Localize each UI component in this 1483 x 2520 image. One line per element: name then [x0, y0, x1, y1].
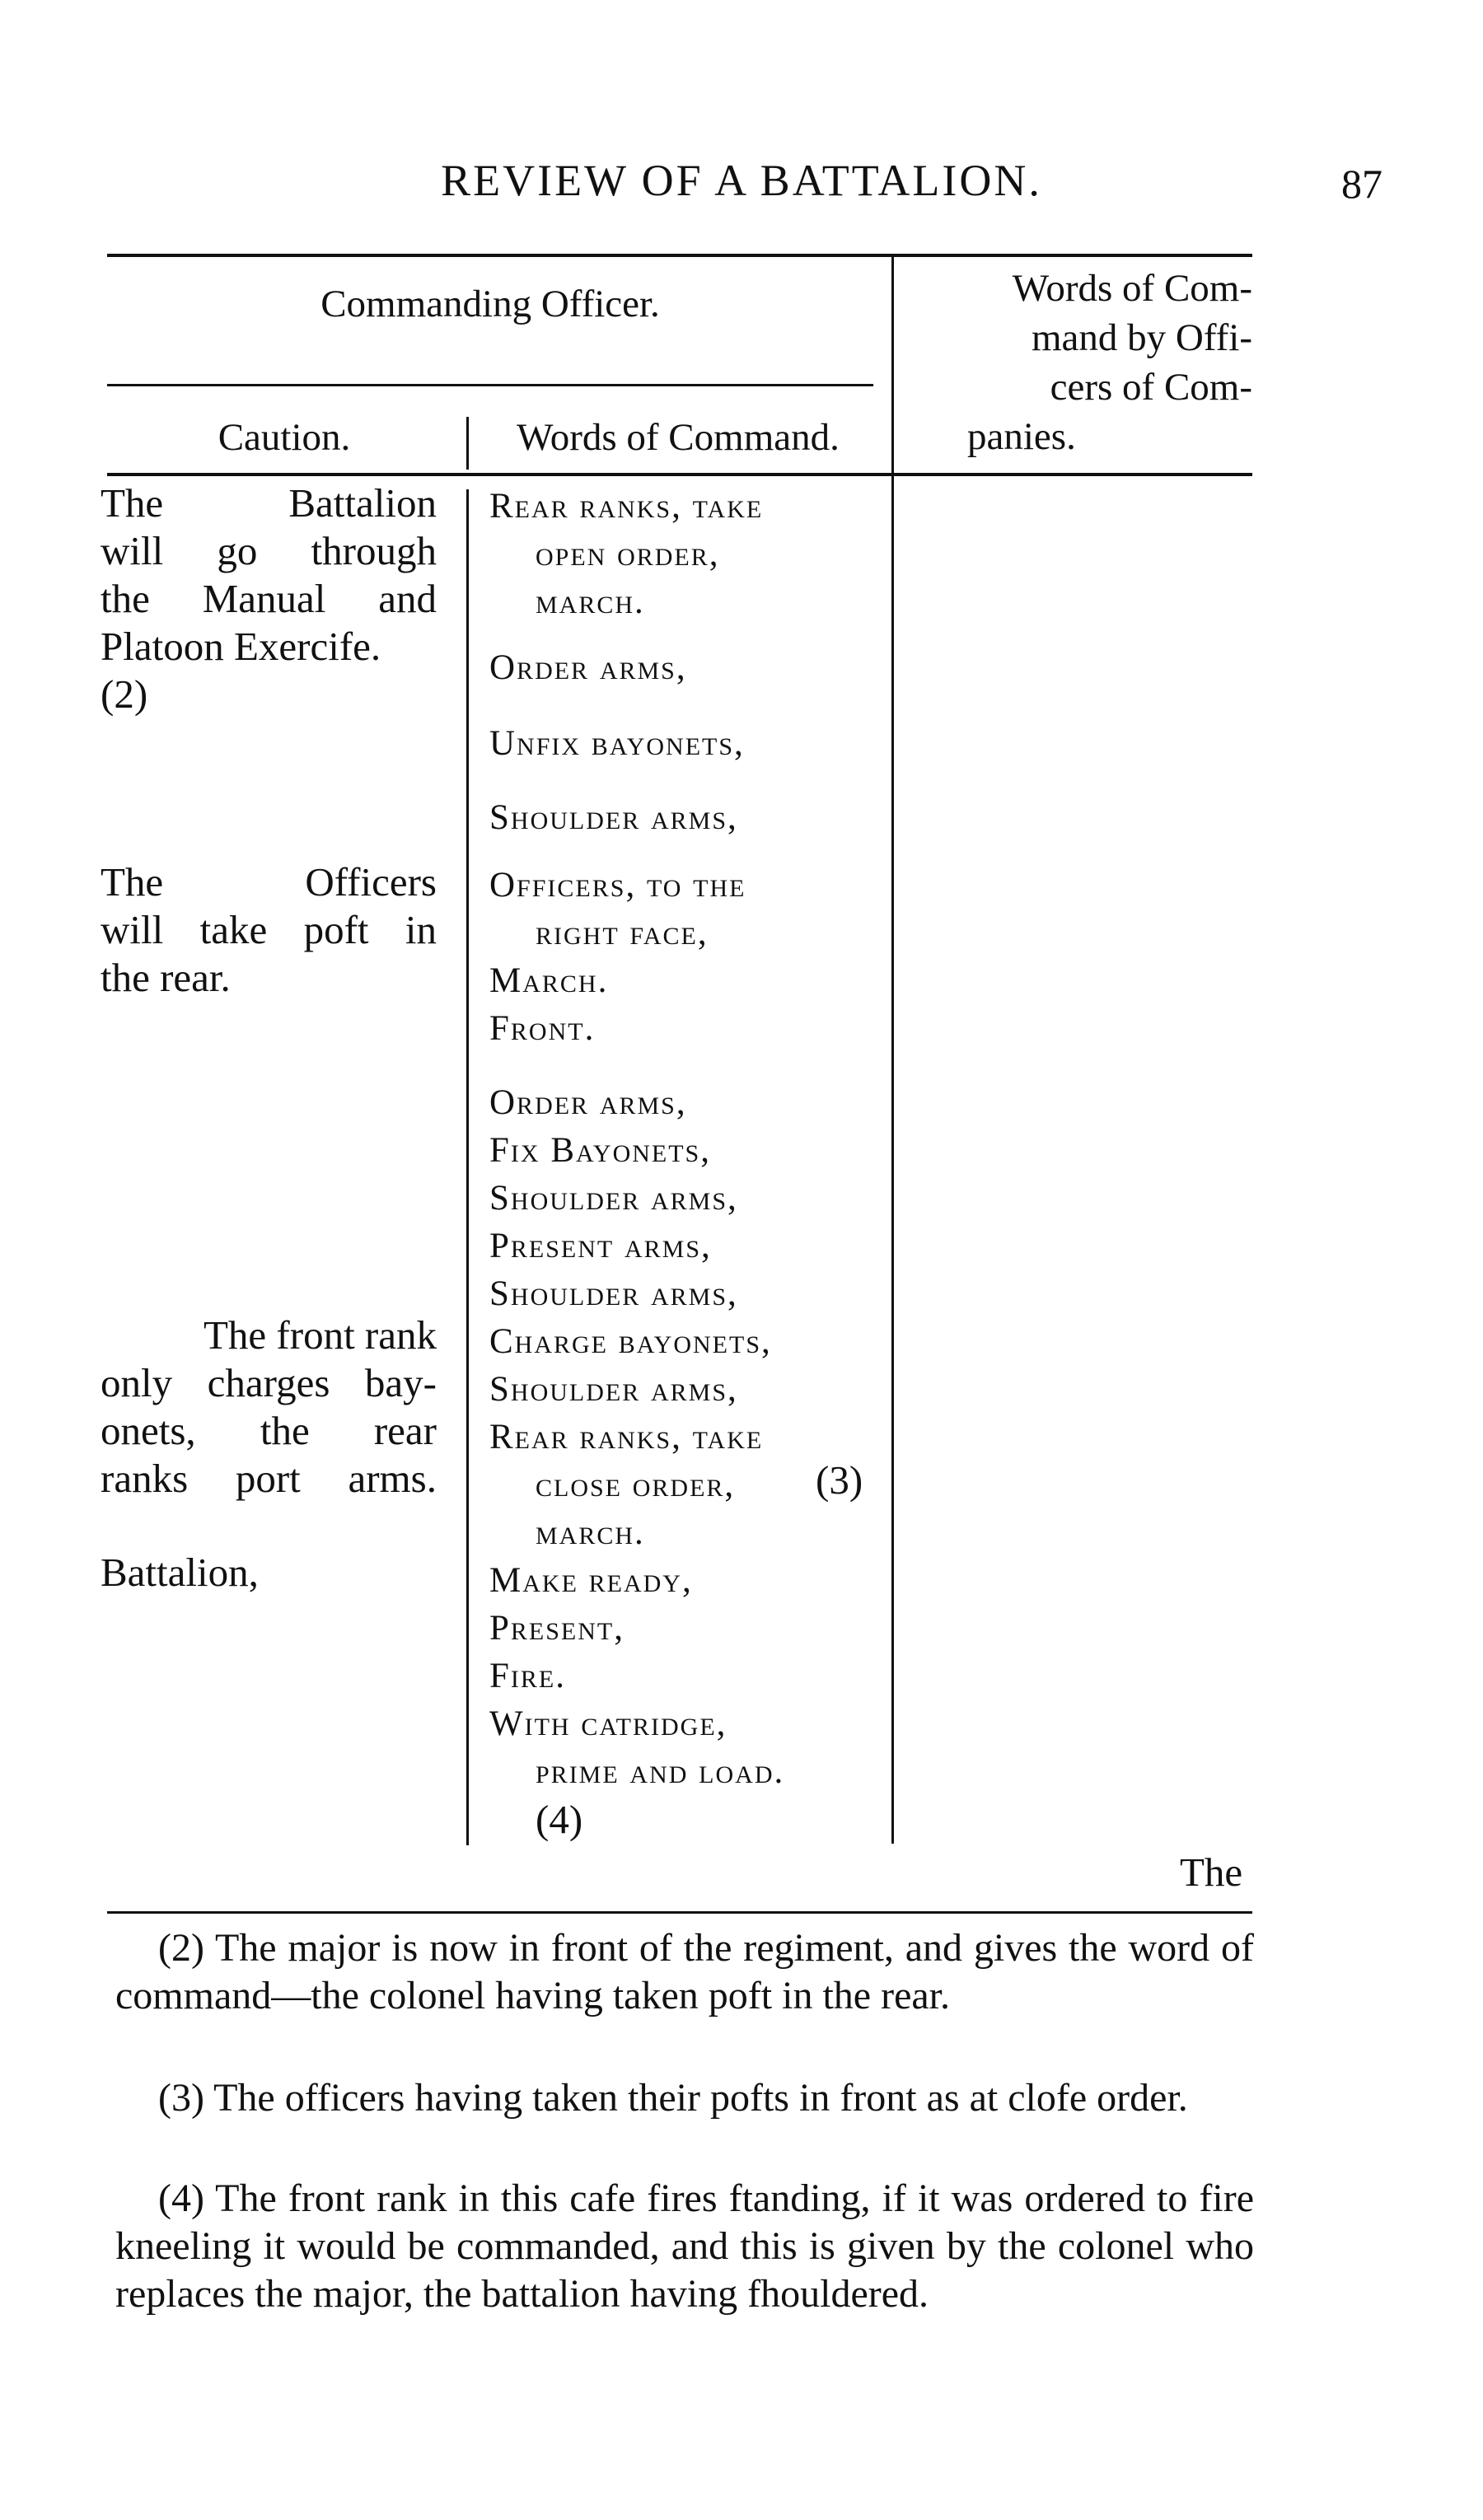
command-line: right face, [536, 914, 709, 952]
command-line: Present arms, [489, 1227, 712, 1265]
command-line: Order arms, [489, 648, 687, 687]
command-line: prime and load. [536, 1752, 785, 1791]
column-divider-header [466, 417, 469, 470]
running-head: REVIEW OF A BATTALION. [441, 156, 1042, 205]
command-line: Shoulder arms, [489, 1370, 738, 1409]
caution-line: ranks port arms. [101, 1456, 437, 1501]
caution-block [101, 1311, 437, 1503]
command-line: Present, [489, 1609, 625, 1648]
command-note: (4) [536, 1797, 583, 1842]
column-divider-main [891, 257, 894, 1844]
caution-line: The front rank [204, 1312, 437, 1358]
caution-line: the rear. [101, 955, 231, 1000]
command-line: march. [536, 582, 645, 621]
header-companies-line: mand by Offi- [1031, 316, 1252, 359]
command-line: Fire. [489, 1657, 566, 1695]
header-bottom-rule [107, 473, 1252, 476]
caution-line: will go through [101, 528, 437, 573]
header-companies-line: panies. [967, 415, 1076, 458]
command-line: Shoulder arms, [489, 1179, 738, 1218]
footnote: (2) The major is now in front of the regiment, and gives the word of command—the colonel having taken poft in the rear. [115, 1926, 1254, 2017]
command-line: close order, [536, 1466, 736, 1504]
footnote: (3) The officers having taken their pofts in front as at clofe order. [158, 2076, 1188, 2120]
caution-line: the Manual and [101, 576, 437, 621]
footnote: (4) The front rank in this cafe fires ftanding, if it was ordered to fire kneeling it would be commanded, and this is given by the colonel who replaces the major, the battalion having fhouldered. [115, 2176, 1254, 2316]
catchword: The [1180, 1849, 1243, 1895]
command-line: Front. [489, 1009, 596, 1048]
command-line: Shoulder arms, [489, 1274, 738, 1313]
command-line: Order arms, [489, 1083, 687, 1122]
column-divider-caution [466, 489, 469, 1845]
caution-line: Battalion, [101, 1550, 259, 1595]
command-line: Officers, to the [489, 866, 746, 905]
command-line: With catridge, [489, 1704, 727, 1743]
footnote-rule [107, 1911, 1252, 1914]
page-number: 87 [1341, 161, 1382, 207]
header-commanding-officer: Commanding Officer. [320, 283, 660, 325]
command-line: March. [489, 961, 609, 1000]
header-caution: Caution. [218, 416, 351, 459]
command-line: open order, [536, 535, 720, 573]
caution-line: The Officers [101, 859, 437, 905]
command-line: Rear ranks, take [489, 1418, 764, 1456]
caution-line: Platoon Exercife. [101, 624, 381, 669]
caution-block [101, 858, 437, 1002]
caution-line: only charges bay- [101, 1360, 437, 1405]
header-words-by-company-officers [915, 264, 1252, 461]
command-line: march. [536, 1513, 645, 1552]
caution-block [101, 479, 437, 718]
command-line: Rear ranks, take [489, 487, 764, 526]
command-line: Make ready, [489, 1561, 693, 1600]
table-top-rule [107, 254, 1252, 257]
command-note: (3) [816, 1457, 863, 1503]
command-line: Charge bayonets, [489, 1322, 772, 1361]
header-companies-line: cers of Com- [1050, 366, 1252, 409]
caution-block [101, 1549, 437, 1597]
caution-line: (2) [101, 671, 148, 717]
command-line: Fix Bayonets, [489, 1131, 711, 1170]
caution-line: The Battalion [101, 480, 437, 526]
command-line: Shoulder arms, [489, 798, 738, 837]
caution-line: will take poft in [101, 907, 437, 952]
command-line: Unfix bayonets, [489, 724, 745, 763]
header-words-of-command: Words of Command. [517, 416, 840, 459]
caution-line: onets, the rear [101, 1408, 437, 1453]
header-companies-line: Words of Com- [1012, 267, 1252, 310]
officer-sub-rule [107, 384, 873, 386]
